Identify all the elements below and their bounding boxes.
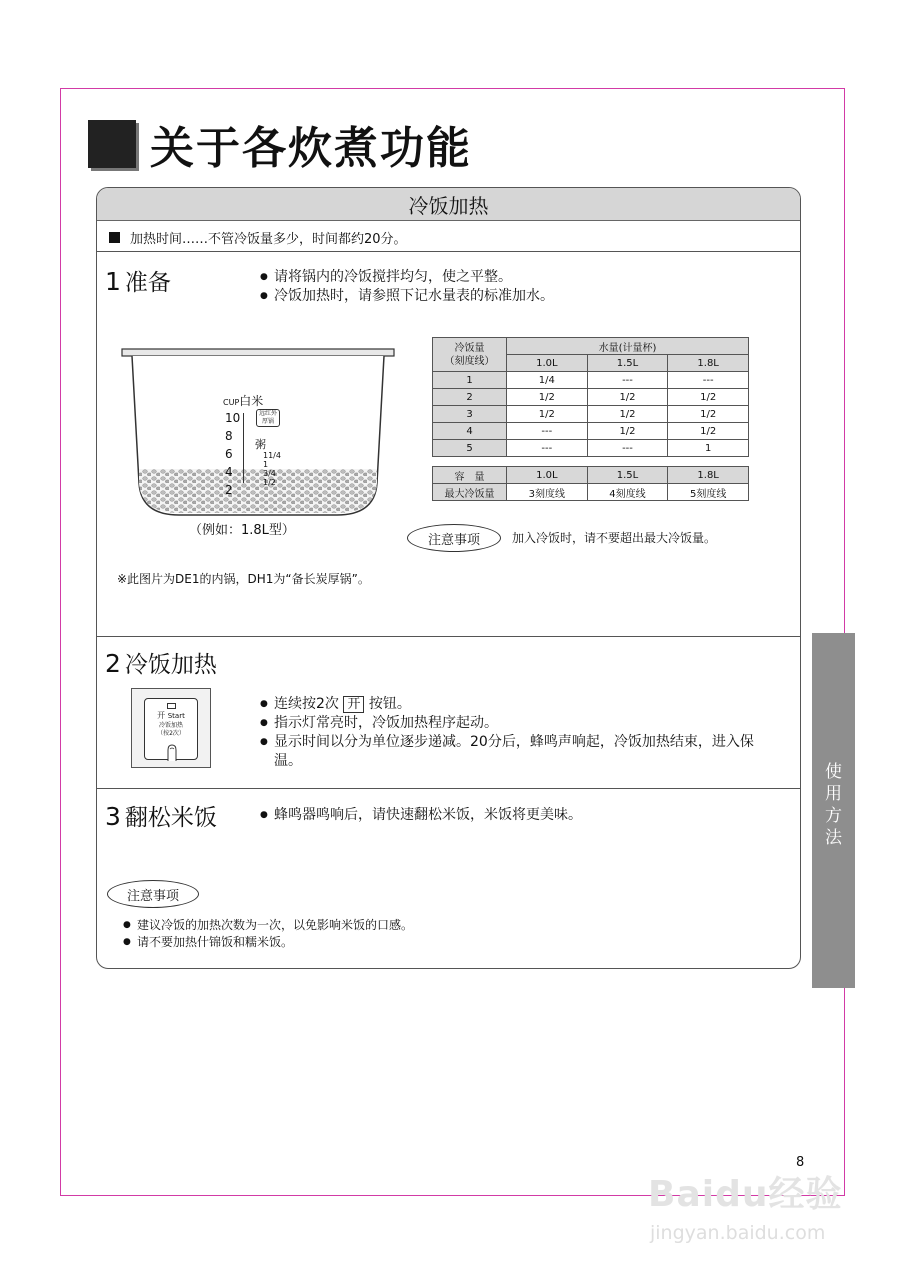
table-cell: --- xyxy=(587,372,668,389)
cold-rice-card xyxy=(96,187,801,969)
bullet-text: 连续按2次 xyxy=(274,696,339,712)
table-cell: 1/2 xyxy=(668,423,749,440)
rice-label: 白米 xyxy=(239,394,264,408)
table-cell: 3刻度线 xyxy=(507,484,588,501)
side-tab-char: 使 xyxy=(825,762,842,782)
col-size: 1.0L xyxy=(507,355,588,372)
porridge-label: 粥 xyxy=(255,438,266,451)
table-row xyxy=(433,406,749,423)
capacity-table xyxy=(432,466,749,501)
header-line: （刻度线） xyxy=(444,355,495,367)
table-cell: --- xyxy=(507,440,588,457)
table-row xyxy=(433,467,749,484)
start-key-label: 开 xyxy=(343,696,364,713)
table-cell: 1/2 xyxy=(507,406,588,423)
table-row xyxy=(433,389,749,406)
scale-mark: 1 xyxy=(263,460,269,469)
far-infrared-badge xyxy=(256,409,280,427)
table-cell: 1/2 xyxy=(587,406,668,423)
list-item: ● 冷饭加热时，请参照下记水量表的标准加水。 xyxy=(260,287,780,306)
table-row xyxy=(433,440,749,457)
table-cell: --- xyxy=(507,423,588,440)
header-line: 冷饭量 xyxy=(454,342,485,354)
col-header-water: 水量(计量杯) xyxy=(507,338,749,355)
scale-mark: 2 xyxy=(225,483,233,497)
step2-title-text: 冷饭加热 xyxy=(124,652,217,678)
scale-mark: 11/4 xyxy=(263,451,281,460)
button-sublabel xyxy=(145,722,197,738)
side-tab-char: 方 xyxy=(825,806,842,826)
scale-ruler xyxy=(243,413,252,483)
step1-title-text: 准备 xyxy=(124,270,171,296)
table-row xyxy=(433,372,749,389)
list-item: ● 建议冷饭的加热次数为一次，以免影响米饭的口感。 xyxy=(123,917,623,934)
table-cell: --- xyxy=(587,440,668,457)
list-item: ● 请将锅内的冷饭搅拌均匀，使之平整。 xyxy=(260,268,780,287)
indicator-light-icon xyxy=(167,703,176,709)
step3-title-text: 翻松米饭 xyxy=(124,805,217,831)
scale-mark: 1/2 xyxy=(263,478,276,487)
section-header: 冷饭加热 xyxy=(97,188,800,221)
pot-caption: （例如：1.8L型） xyxy=(189,523,295,538)
table-cell: 1/4 xyxy=(507,372,588,389)
scale-mark: 10 xyxy=(225,411,241,425)
note-text: 加入冷饭时，请不要超出最大冷饭量。 xyxy=(512,531,717,545)
step3-bullets xyxy=(260,806,760,825)
step2-number: 2 xyxy=(105,649,121,678)
divider xyxy=(97,788,800,789)
divider xyxy=(97,636,800,637)
divider xyxy=(97,251,800,252)
table-cell: --- xyxy=(668,372,749,389)
finger-press-icon xyxy=(162,743,182,761)
watermark-url: jingyan.baidu.com xyxy=(650,1222,826,1244)
col-size: 1.5L xyxy=(587,355,668,372)
control-panel-illustration xyxy=(131,688,211,768)
table-cell: 1/2 xyxy=(668,389,749,406)
rice-marks xyxy=(225,409,240,499)
water-table xyxy=(432,337,749,457)
sublabel-line: （按2次） xyxy=(157,730,185,737)
page-number: 8 xyxy=(796,1155,805,1170)
table-cell: 1/2 xyxy=(668,406,749,423)
porridge-marks xyxy=(263,451,281,487)
table-row xyxy=(433,484,749,501)
max-label: 最大冷饭量 xyxy=(433,484,507,501)
pot-rim xyxy=(122,349,394,356)
table-cell: 4 xyxy=(433,423,507,440)
table-cell: 5 xyxy=(433,440,507,457)
note-oval: 注意事项 xyxy=(107,880,199,908)
list-item: ● 请不要加热什锦饭和糯米饭。 xyxy=(123,934,623,951)
table-cell: 5刻度线 xyxy=(668,484,749,501)
table-row xyxy=(433,338,749,355)
title-square-icon xyxy=(88,120,136,168)
step3-number: 3 xyxy=(105,802,121,831)
scale-mark: 8 xyxy=(225,429,233,443)
step3-notes xyxy=(123,917,623,951)
step1-bullets xyxy=(260,268,780,306)
scale-header xyxy=(223,392,263,409)
side-tab-label xyxy=(812,761,855,849)
col-size: 1.0L xyxy=(507,467,588,484)
list-item: ● 蜂鸣器鸣响后，请快速翻松米饭，米饭将更美味。 xyxy=(260,806,760,825)
scale-mark: 3/4 xyxy=(263,469,276,478)
step1-number: 1 xyxy=(105,267,121,296)
step2-title xyxy=(105,646,217,679)
page-title xyxy=(88,116,472,172)
table-cell: 1/2 xyxy=(587,389,668,406)
table-cell: 1/2 xyxy=(587,423,668,440)
step2-bullets xyxy=(260,695,760,771)
cup-unit: CUP xyxy=(223,398,240,407)
side-tab-char: 法 xyxy=(825,828,842,848)
col-size: 1.8L xyxy=(668,355,749,372)
table-row xyxy=(433,423,749,440)
col-header-cold-rice xyxy=(433,338,507,372)
step3-title xyxy=(105,799,217,832)
watermark-logo: Baidu经验 xyxy=(648,1174,843,1215)
list-item xyxy=(260,695,760,714)
water-scale xyxy=(221,391,371,526)
badge-line: 远红外 xyxy=(259,410,278,417)
step1-title xyxy=(105,264,171,297)
col-size: 1.5L xyxy=(587,467,668,484)
side-tab-char: 用 xyxy=(825,784,842,804)
page-title-text: 关于各炊煮功能 xyxy=(150,123,472,174)
table-cell: 1/2 xyxy=(507,389,588,406)
bullet-text: 按钮。 xyxy=(368,696,411,712)
note-oval: 注意事项 xyxy=(407,524,501,552)
list-item: ● 显示时间以分为单位逐步递减。20分后，蜂鸣声响起，冷饭加热结束，进入保温。 xyxy=(260,733,760,771)
start-label-cn: 开 xyxy=(157,711,166,720)
scale-mark: 6 xyxy=(225,447,233,461)
start-button-illustration xyxy=(144,698,198,760)
badge-line: 厚锅 xyxy=(262,418,275,425)
intro-line xyxy=(109,228,407,247)
table-cell: 3 xyxy=(433,406,507,423)
square-bullet-icon xyxy=(109,232,120,243)
scale-mark: 4 xyxy=(225,465,233,479)
list-item: ● 指示灯常亮时，冷饭加热程序起动。 xyxy=(260,714,760,733)
capacity-label: 容 量 xyxy=(433,467,507,484)
footnote: ※此图片为DE1的内锅，DH1为“备长炭厚锅”。 xyxy=(117,572,370,586)
table-cell: 1 xyxy=(433,372,507,389)
start-label-en: Start xyxy=(167,712,185,720)
col-size: 1.8L xyxy=(668,467,749,484)
table-cell: 4刻度线 xyxy=(587,484,668,501)
start-label xyxy=(145,710,197,721)
intro-text: 加热时间……不管冷饭量多少，时间都约20分。 xyxy=(130,232,407,247)
table-cell: 1 xyxy=(668,440,749,457)
side-tab-usage xyxy=(812,633,855,988)
sublabel-line: 冷饭加热 xyxy=(158,722,183,729)
table-cell: 2 xyxy=(433,389,507,406)
